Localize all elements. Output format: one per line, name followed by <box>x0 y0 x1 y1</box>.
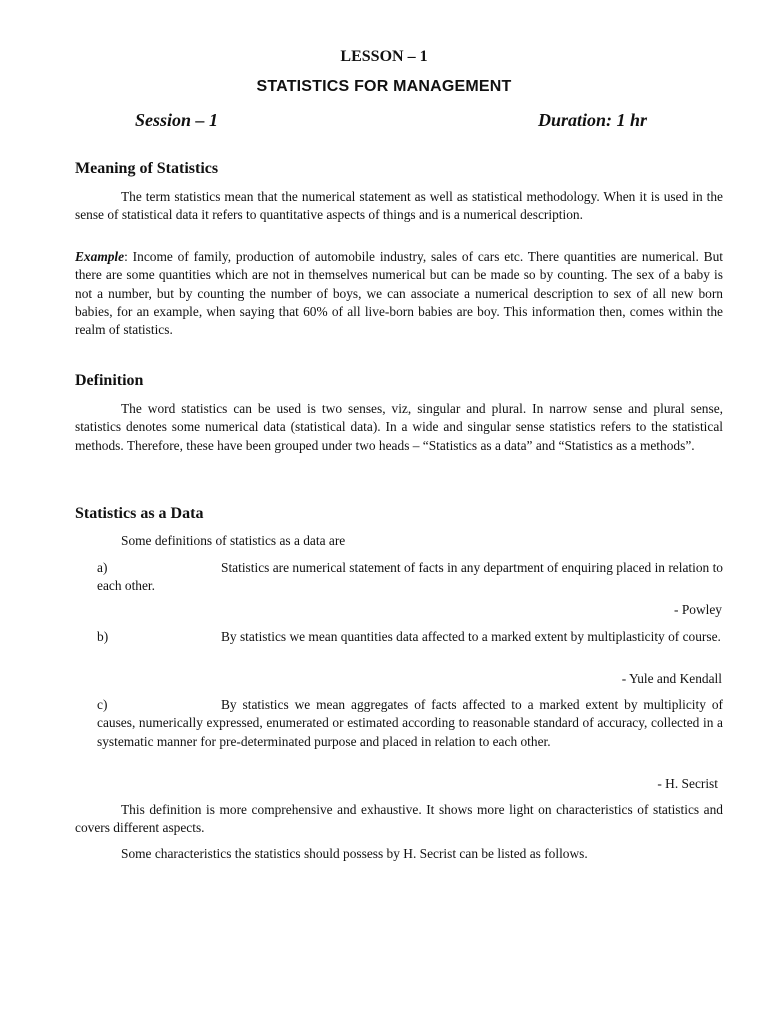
course-title: STATISTICS FOR MANAGEMENT <box>256 78 512 95</box>
as-data-intro: Some definitions of statistics as a data are <box>121 533 346 548</box>
lesson-number: LESSON – 1 <box>340 48 428 65</box>
heading-statistics-as-data: Statistics as a Data <box>75 505 204 522</box>
attribution-powley: - Powley <box>674 602 722 617</box>
item-marker: b) <box>97 629 109 644</box>
item-marker: c) <box>97 697 108 712</box>
example-paragraph <box>75 248 723 339</box>
duration-label: Duration: 1 hr <box>538 110 648 130</box>
definition-paragraph: The word statistics can be used is two senses, viz, singular and plural. In narrow sense and plural sense, statistics denotes some numerical data (statistical data). In a wide and singular sense statistics refers to the statistical methods. Therefore, these have been grouped under two heads – “Statistics as a data” and “Statistics as a methods”. <box>75 401 723 453</box>
item-marker: a) <box>97 560 108 575</box>
example-label: Example <box>75 249 125 264</box>
meaning-paragraph: The term statistics mean that the numerical statement as well as statistical methodology. When it is used in the sense of statistical data it refers to quantitative aspects of things and is a numerical description. <box>75 189 723 223</box>
session-label: Session – 1 <box>135 110 219 130</box>
closing-paragraph: This definition is more comprehensive and exhaustive. It shows more light on characteristics of statistics and covers different aspects. <box>75 802 723 836</box>
heading-meaning: Meaning of Statistics <box>75 160 219 177</box>
definition-item-a <box>97 559 723 596</box>
item-text: By statistics we mean aggregates of facts affected to a marked extent by multiplicity of causes, numerically expressed, enumerated or estimated according to reasonable standard of accuracy, collected in a systematic manner for pre-determinated purpose and placed in relation to each other. <box>97 697 723 749</box>
followup-paragraph: Some characteristics the statistics should possess by H. Secrist can be listed as follows. <box>121 846 588 861</box>
heading-definition: Definition <box>75 372 144 389</box>
item-text: Statistics are numerical statement of facts in any department of enquiring placed in relation to each other. <box>97 560 723 594</box>
example-text: : Income of family, production of automobile industry, sales of cars etc. There quantities are numerical. But there are some quantities which are not in themselves numerical but can be made so by counting. The sex of a baby is not a number, but by counting the number of boys, we can associate a numerical description to sex of all new born babies, for an example, when saying that 60% of all live-born babies are boy. This information then, comes within the realm of statistics. <box>75 249 723 338</box>
definition-item-b <box>97 628 723 646</box>
item-text: By statistics we mean quantities data affected to a marked extent by multiplasticity of course. <box>221 629 721 644</box>
attribution-yule-kendall: - Yule and Kendall <box>621 671 722 686</box>
definition-item-c <box>97 696 723 751</box>
attribution-secrist: - H. Secrist <box>657 776 718 791</box>
